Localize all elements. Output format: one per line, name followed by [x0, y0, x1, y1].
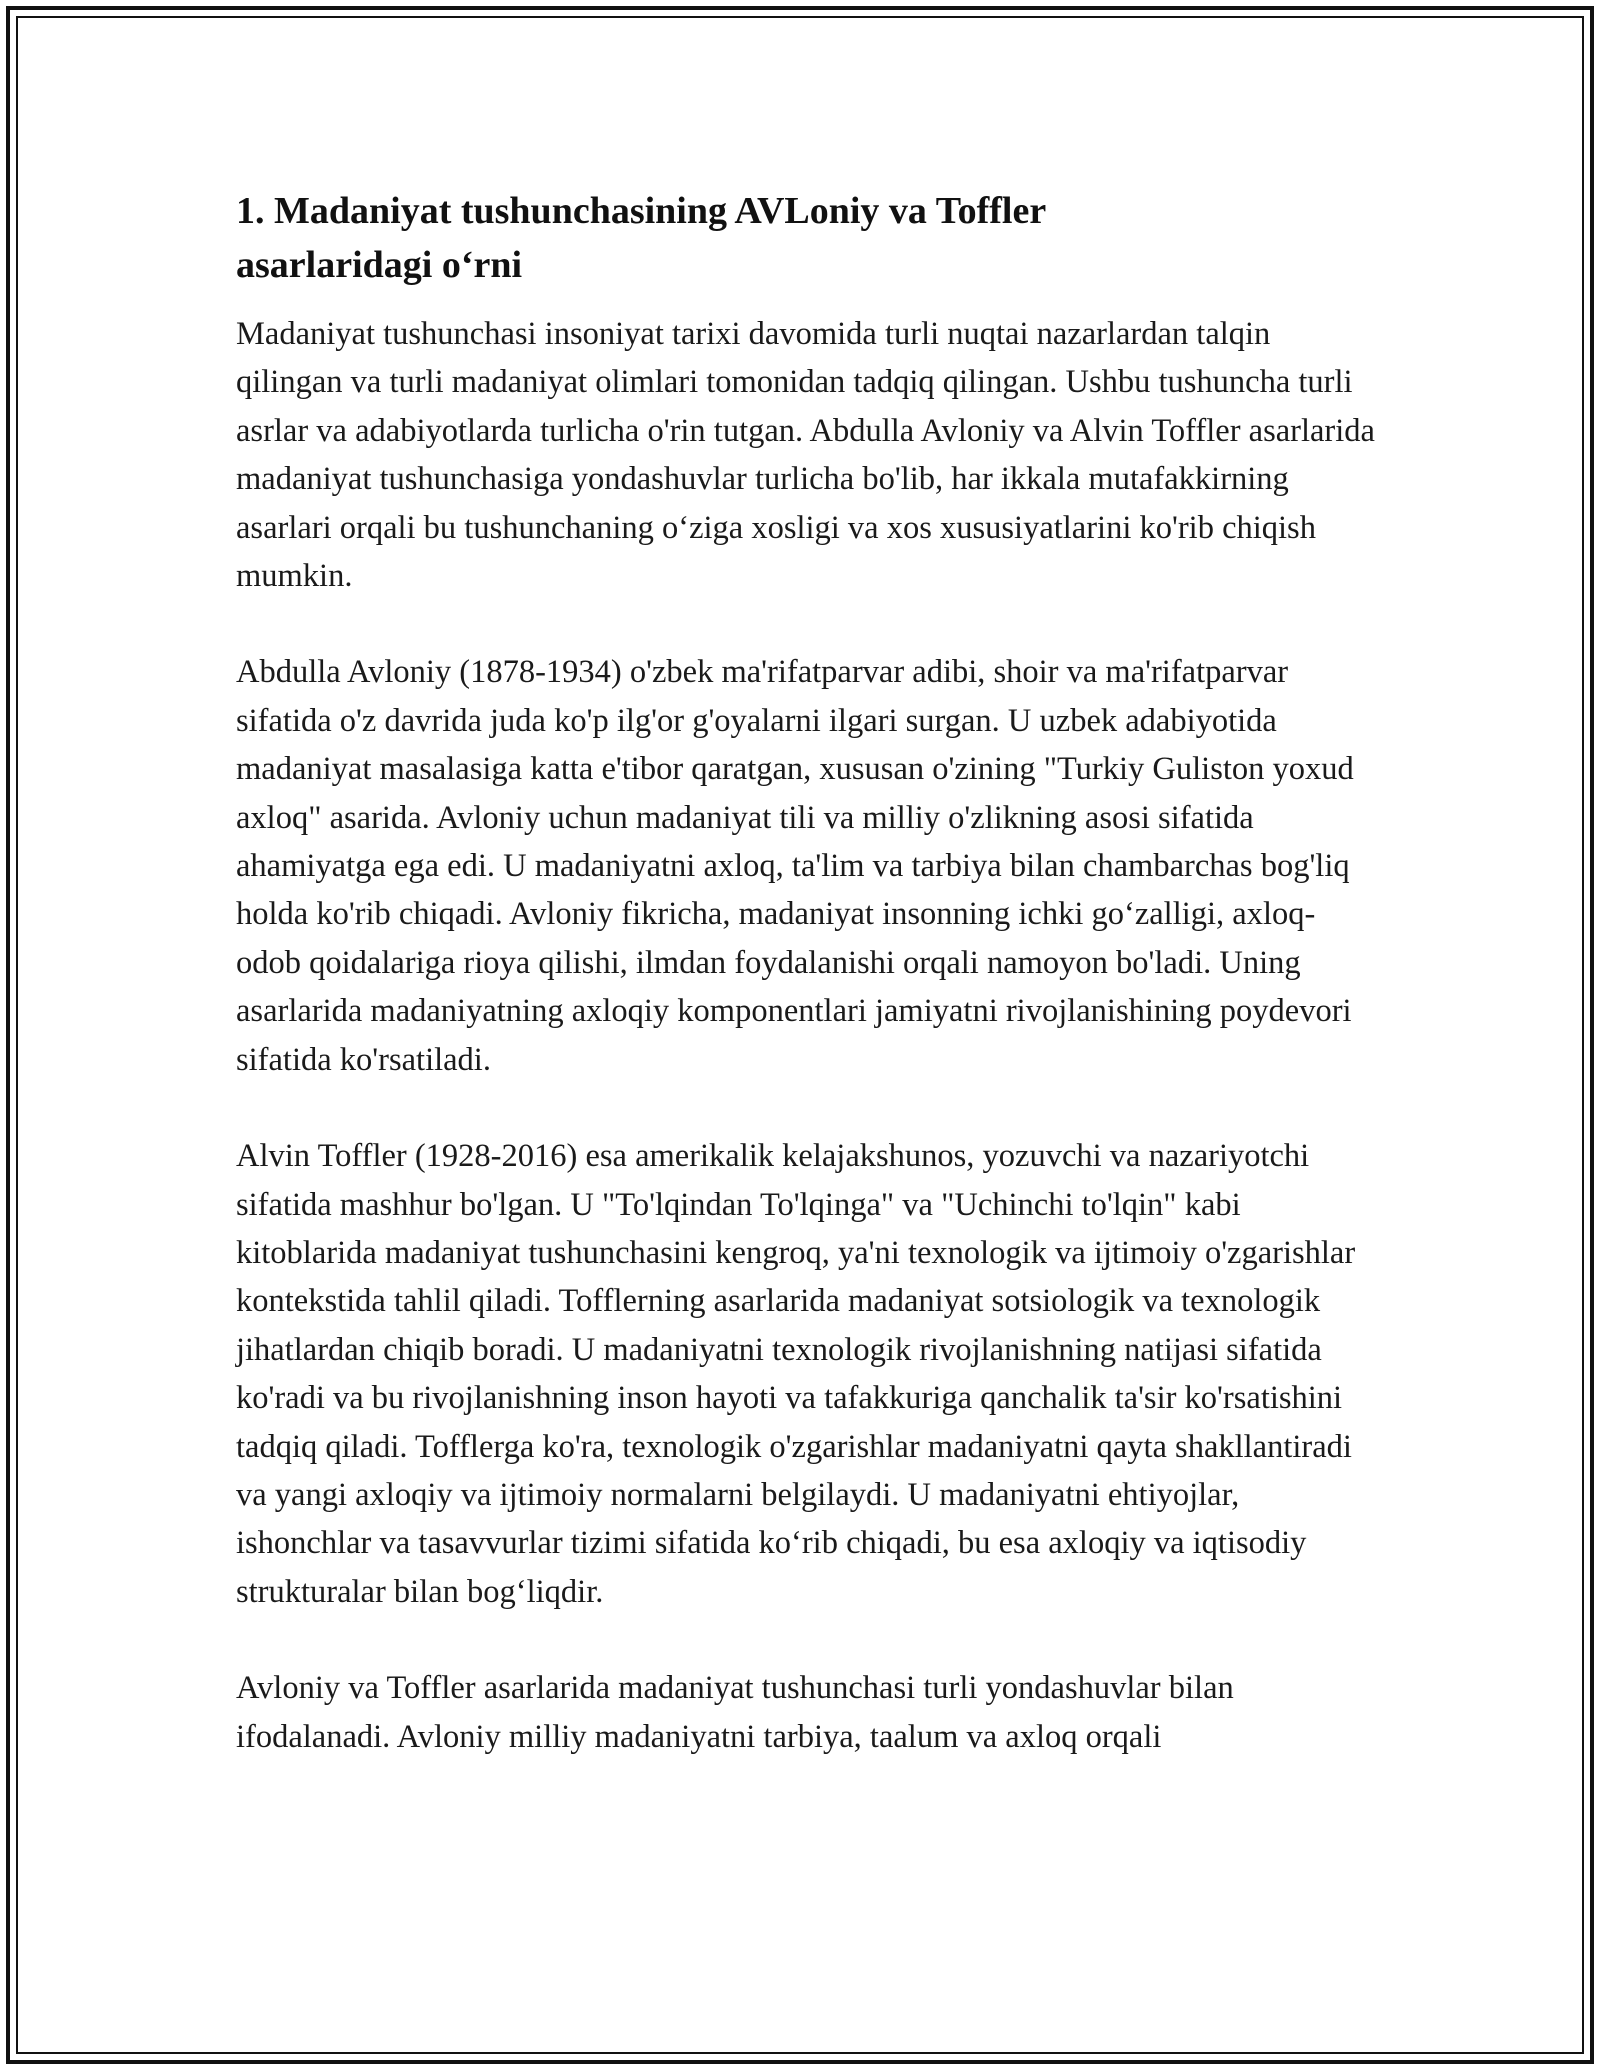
document-body: [236, 184, 1376, 1809]
paragraph-avloniy: Abdulla Avloniy (1878-1934) o'zbek ma'rifatparvar adibi, shoir va ma'rifatparvar sifatida o'z davrida juda ko'p ilg'or g'oyalarni ilgari surgan. U uzbek adabiyotida madaniyat masalasiga katta e'tibor qaratgan, xususan o'zining "Turkiy Guliston yoxud axloq" asarida. Avloniy uchun madaniyat tili va milliy o'zlikning asosi sifatida ahamiyatga ega edi. U madaniyatni axloq, ta'lim va tarbiya bilan chambarchas bog'liq holda ko'rib chiqadi. Avloniy fikricha, madaniyat insonning ichki go‘zalligi, axloq-odob qoidalariga rioya qilishi, ilmdan foydalanishi orqali namoyon bo'ladi. Uning asarlarida madaniyatning axloqiy komponentlari jamiyatni rivojlanishining poydevori sifatida ko'rsatiladi.: [236, 654, 1354, 1078]
paragraph-comparison: Avloniy va Toffler asarlarida madaniyat tushunchasi turli yondashuvlar bilan ifodalanadi. Avloniy milliy madaniyatni tarbiya, taalum va axloq orqali: [236, 1670, 1234, 1755]
paragraph-intro: Madaniyat tushunchasi insoniyat tarixi davomida turli nuqtai nazarlardan talqin qilingan va turli madaniyat olimlari tomonidan tadqiq qilingan. Ushbu tushuncha turli asrlar va adabiyotlarda turlicha o'rin tutgan. Abdulla Avloniy va Alvin Toffler asarlarida madaniyat tushunchasiga yondashuvlar turlicha bo'lib, har ikkala mutafakkirning asarlari orqali bu tushunchaning o‘ziga xosligi va xos xususiyatlarini ko'rib chiqish mumkin.: [236, 316, 1375, 595]
section-heading: 1. Madaniyat tushunchasining AVLoniy va Toffler asarlaridagi o‘rni: [236, 190, 1046, 286]
paragraph-toffler: Alvin Toffler (1928-2016) esa amerikalik kelajakshunos, yozuvchi va nazariyotchi sifatida mashhur bo'lgan. U "To'lqindan To'lqinga" va "Uchinchi to'lqin" kabi kitoblarida madaniyat tushunchasini kengroq, ya'ni texnologik va ijtimoiy o'zgarishlar kontekstida tahlil qiladi. Tofflerning asarlarida madaniyat sotsiologik va texnologik jihatlardan chiqib boradi. U madaniyatni texnologik rivojlanishning natijasi sifatida ko'radi va bu rivojlanishning inson hayoti va tafakkuriga qanchalik ta'sir ko'rsatishini tadqiq qiladi. Tofflerga ko'ra, texnologik o'zgarishlar madaniyatni qayta shakllantiradi va yangi axloqiy va ijtimoiy normalarni belgilaydi. U madaniyatni ehtiyojlar, ishonchlar va tasavvurlar tizimi sifatida ko‘rib chiqadi, bu esa axloqiy va iqtisodiy strukturalar bilan bog‘liqdir.: [236, 1138, 1356, 1610]
